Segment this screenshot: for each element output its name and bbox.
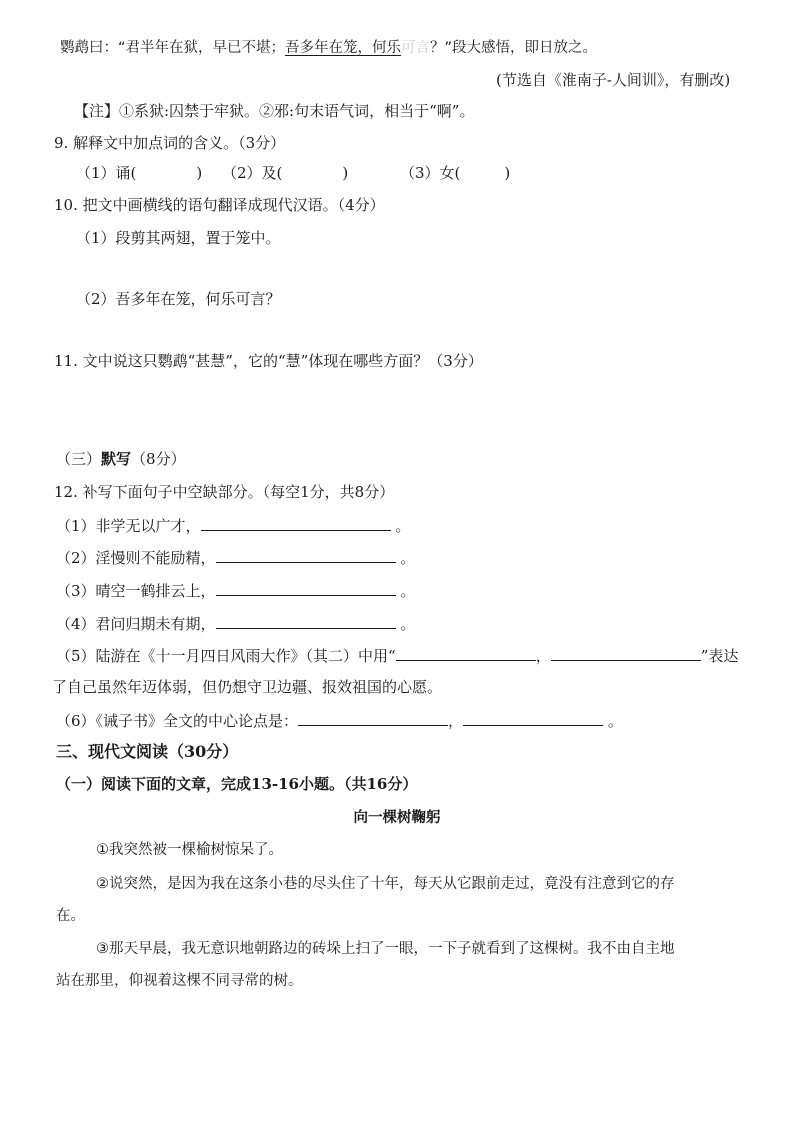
answer-blank[interactable]: [396, 645, 536, 661]
q12-item-3: （3）晴空一鹤排云上， 。: [56, 582, 416, 600]
question-12: 12. 补写下面句子中空缺部分。（每空1分，共8分）: [54, 483, 395, 501]
passage-text-b: ？”: [430, 40, 453, 56]
section-heading-dictation: （三）默写（8分）: [56, 450, 186, 468]
question-10: 10. 把文中画横线的语句翻译成现代汉语。（4分）: [54, 196, 385, 214]
q12-item-1: （1）非学无以广才， 。: [56, 517, 411, 535]
answer-blank[interactable]: [463, 710, 603, 726]
answer-blank[interactable]: [551, 645, 701, 661]
answer-blank[interactable]: [216, 547, 396, 563]
article-title: 向一棵树鞠躬: [353, 810, 441, 826]
q12-item-5: （5）陆游在《十一月四日风雨大作》（其二）中用“ ， ”表达: [56, 647, 739, 665]
question-10-sentence-2: （2）吾多年在笼，何乐可言？: [76, 290, 281, 308]
q9-item-3: （3）女(: [400, 164, 461, 182]
smudged-text: 可言: [401, 40, 431, 56]
underlined-sentence: 吾多年在笼，何乐: [285, 40, 402, 56]
question-10-sentence-1: （1）段剪其两翅，置于笼中。: [76, 229, 281, 247]
part-subheading: （一）阅读下面的文章，完成13-16小题。（共16分）: [56, 775, 418, 793]
article-paragraph-2-end: 在。: [56, 908, 85, 924]
answer-blank[interactable]: [201, 515, 391, 531]
passage-last-line: [60, 38, 597, 58]
answer-blank[interactable]: [216, 580, 396, 596]
article-paragraph-3-end: 站在那里，仰视着这棵不同寻常的树。: [56, 973, 303, 989]
passage-note: 【注】①系狱:囚禁于牢狱。②邪:句末语气词，相当于“啊”。: [74, 102, 475, 120]
q9-item-3-line: （3）女( ): [400, 164, 511, 182]
passage-text-c: 段大感悟，即日放之。: [452, 40, 598, 56]
passage-text: 鹦鹉曰：“君半年在狱，早已不堪；: [60, 40, 286, 56]
part-heading-modern-reading: 三、现代文阅读（30分）: [56, 742, 239, 761]
answer-blank[interactable]: [216, 613, 396, 629]
q9-item-1: （1）诵(: [76, 164, 137, 182]
q12-item-6: （6）《诫子书》全文的中心论点是： ， 。: [56, 712, 623, 730]
article-paragraph-3: ③那天早晨，我无意识地朝路边的砖垛上扫了一眼，一下子就看到了这棵树。我不由自主地: [96, 941, 675, 957]
question-9: 9. 解释文中加点词的含义。（3分）: [54, 134, 286, 152]
q12-item-5-continued: 了自己虽然年迈体弱，但仍想守卫边疆、报效祖国的心愿。: [52, 678, 443, 696]
passage-source: (节选自《淮南子-人间训》，有删改): [496, 71, 731, 89]
answer-blank[interactable]: [298, 710, 448, 726]
q9-item-2-line: （2）及( ): [222, 164, 349, 182]
article-paragraph-2: ②说突然，是因为我在这条小巷的尽头住了十年，每天从它跟前走过，竟没有注意到它的存: [96, 876, 675, 892]
question-9-items: （1）诵( ): [76, 164, 203, 182]
question-11: 11. 文中说这只鹦鹉“甚慧”，它的“慧”体现在哪些方面？（3分）: [54, 352, 483, 370]
q12-item-2: （2）淫慢则不能励精， 。: [56, 549, 416, 567]
article-paragraph-1: ①我突然被一棵榆树惊呆了。: [96, 842, 283, 858]
q9-item-2: （2）及(: [222, 164, 283, 182]
q12-item-4: （4）君问归期未有期， 。: [56, 615, 416, 633]
